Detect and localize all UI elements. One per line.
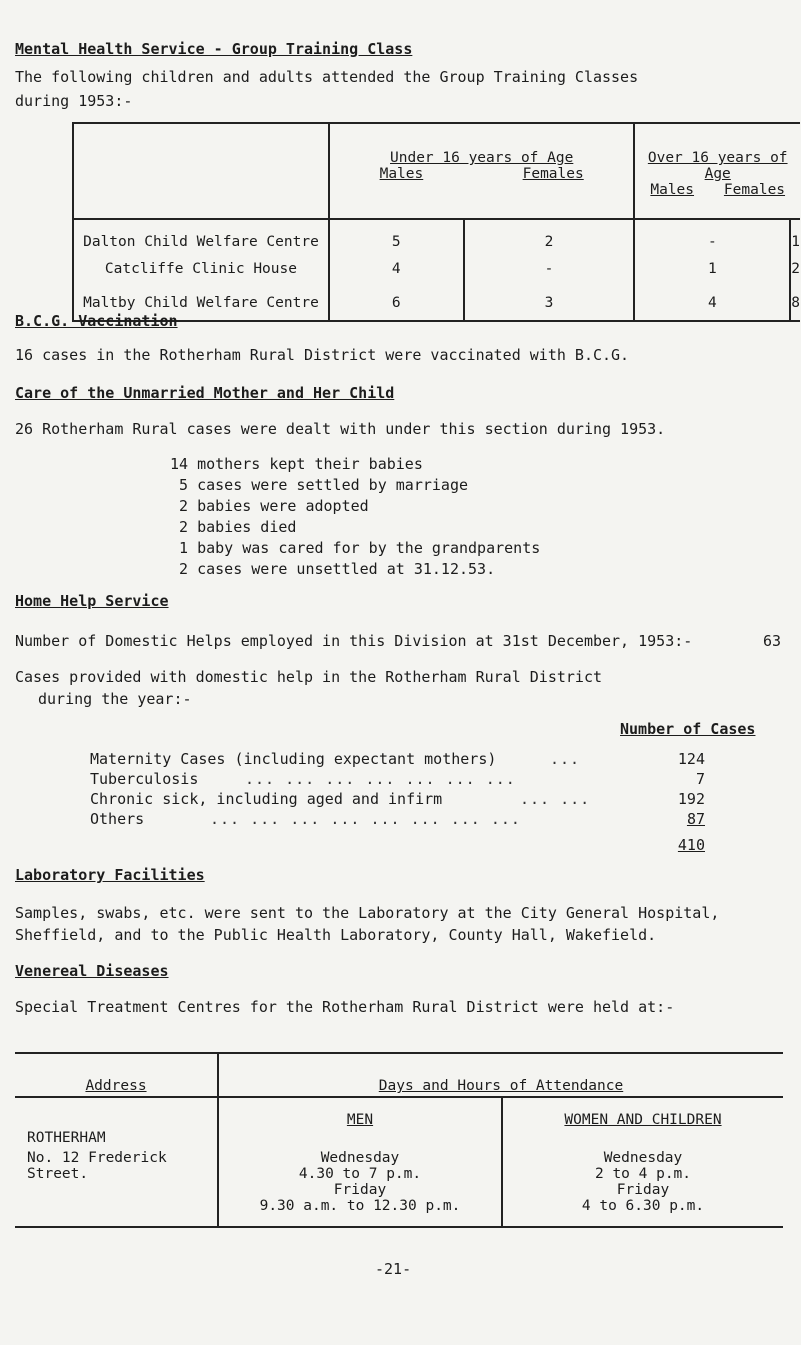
group-training-table: [72, 122, 800, 322]
bcg-heading: B.C.G. Vaccination: [15, 312, 178, 330]
home-help-heading: Home Help Service: [15, 592, 169, 610]
page-number: -21-: [375, 1260, 412, 1278]
cases-col-header: Number of Cases: [620, 720, 756, 738]
unmarried-heading: Care of the Unmarried Mother and Her Child: [15, 384, 395, 402]
vd-men-header: MEN: [346, 1112, 374, 1128]
hh-row-dots: ... ... ... ... ... ... ...: [245, 770, 516, 788]
vd-women-header: WOMEN AND CHILDREN: [564, 1112, 722, 1128]
under16-header: Under 16 years of Age: [390, 150, 574, 166]
cell: 4: [634, 287, 790, 321]
centre-name: Dalton Child Welfare Centre: [73, 219, 329, 253]
lab-text-2: Sheffield, and to the Public Health Laboratory, County Hall, Wakefield.: [15, 926, 657, 944]
over16-males: Males: [650, 182, 695, 198]
vd-heading: Venereal Diseases: [15, 962, 169, 980]
cell: 5: [329, 219, 464, 253]
vd-men-line: 4.30 to 7 p.m.: [298, 1166, 422, 1182]
hh-row-value: 7: [695, 770, 705, 788]
intro-line-2: during 1953:-: [15, 92, 133, 110]
table-row: [73, 287, 800, 321]
lab-text-1: Samples, swabs, etc. were sent to the Laboratory at the City General Hospital,: [15, 904, 720, 922]
employed-value: 63: [763, 632, 782, 650]
cell: -: [634, 219, 790, 253]
vd-text: Special Treatment Centres for the Rotherham Rural District were held at:-: [15, 998, 675, 1016]
cell: 2: [464, 219, 635, 253]
unmarried-item: 5 cases were settled by marriage: [170, 476, 469, 494]
cell: 1: [634, 253, 790, 287]
intro-line-1: The following children and adults attended the Group Training Classes: [15, 68, 639, 86]
vd-women-line: Friday: [616, 1182, 670, 1198]
vd-women-line: 2 to 4 p.m.: [594, 1166, 692, 1182]
hh-row-dots: ... ... ... ... ... ... ... ...: [210, 810, 521, 828]
vd-address-street: No. 12 Frederick Street.: [27, 1150, 167, 1182]
cell: -: [464, 253, 635, 287]
vd-men-line: 9.30 a.m. to 12.30 p.m.: [259, 1198, 461, 1214]
hh-row-label: Maternity Cases (including expectant mothers): [90, 750, 497, 768]
table-row: [73, 219, 800, 253]
hh-row-label: Tuberculosis: [90, 770, 199, 788]
employed-text: Number of Domestic Helps employed in this Division at 31st December, 1953:-: [15, 632, 693, 650]
hh-row-label: Others: [90, 810, 145, 828]
cell: 3: [464, 287, 635, 321]
vd-table: [15, 1052, 783, 1228]
hh-row-label: Chronic sick, including aged and infirm: [90, 790, 443, 808]
vd-women-line: 4 to 6.30 p.m.: [581, 1198, 705, 1214]
over16-header: Over 16 years of Age: [647, 150, 788, 182]
page-title: Mental Health Service - Group Training Class: [15, 40, 413, 58]
bcg-text: 16 cases in the Rotherham Rural District were vaccinated with B.C.G.: [15, 346, 630, 364]
under16-females: Females: [522, 166, 584, 182]
hh-row-value: 124: [677, 750, 705, 768]
vd-men-line: Wednesday: [320, 1150, 400, 1166]
unmarried-text: 26 Rotherham Rural cases were dealt with under this section during 1953.: [15, 420, 666, 438]
cell: 6: [329, 287, 464, 321]
cell: 8: [790, 287, 800, 321]
hh-total: 410: [677, 836, 705, 854]
cell: 2: [790, 253, 800, 287]
vd-col-address: Address: [85, 1078, 147, 1094]
centre-name: Catcliffe Clinic House: [73, 253, 329, 287]
vd-women-line: Wednesday: [603, 1150, 683, 1166]
centre-name: Maltby Child Welfare Centre: [73, 287, 329, 321]
vd-col-days: Days and Hours of Attendance: [378, 1078, 624, 1094]
vd-address-town: ROTHERHAM: [27, 1130, 106, 1146]
cell: 4: [329, 253, 464, 287]
unmarried-item: 2 babies died: [170, 518, 297, 536]
cases-text-2: during the year:-: [38, 690, 192, 708]
hh-row-value: 192: [677, 790, 705, 808]
hh-row-dots: ...: [550, 750, 581, 768]
under16-males: Males: [379, 166, 424, 182]
hh-row-value: 87: [686, 810, 705, 828]
unmarried-item: 2 babies were adopted: [170, 497, 369, 515]
unmarried-item: 14 mothers kept their babies: [170, 455, 423, 473]
unmarried-item: 2 cases were unsettled at 31.12.53.: [170, 560, 496, 578]
lab-heading: Laboratory Facilities: [15, 866, 205, 884]
vd-men-line: Friday: [333, 1182, 387, 1198]
cell: 1: [790, 219, 800, 253]
table-row: [73, 253, 800, 287]
hh-row-dots: ... ...: [520, 790, 591, 808]
over16-females: Females: [723, 182, 786, 198]
unmarried-item: 1 baby was cared for by the grandparents: [170, 539, 541, 557]
cases-text-1: Cases provided with domestic help in the Rotherham Rural District: [15, 668, 602, 686]
